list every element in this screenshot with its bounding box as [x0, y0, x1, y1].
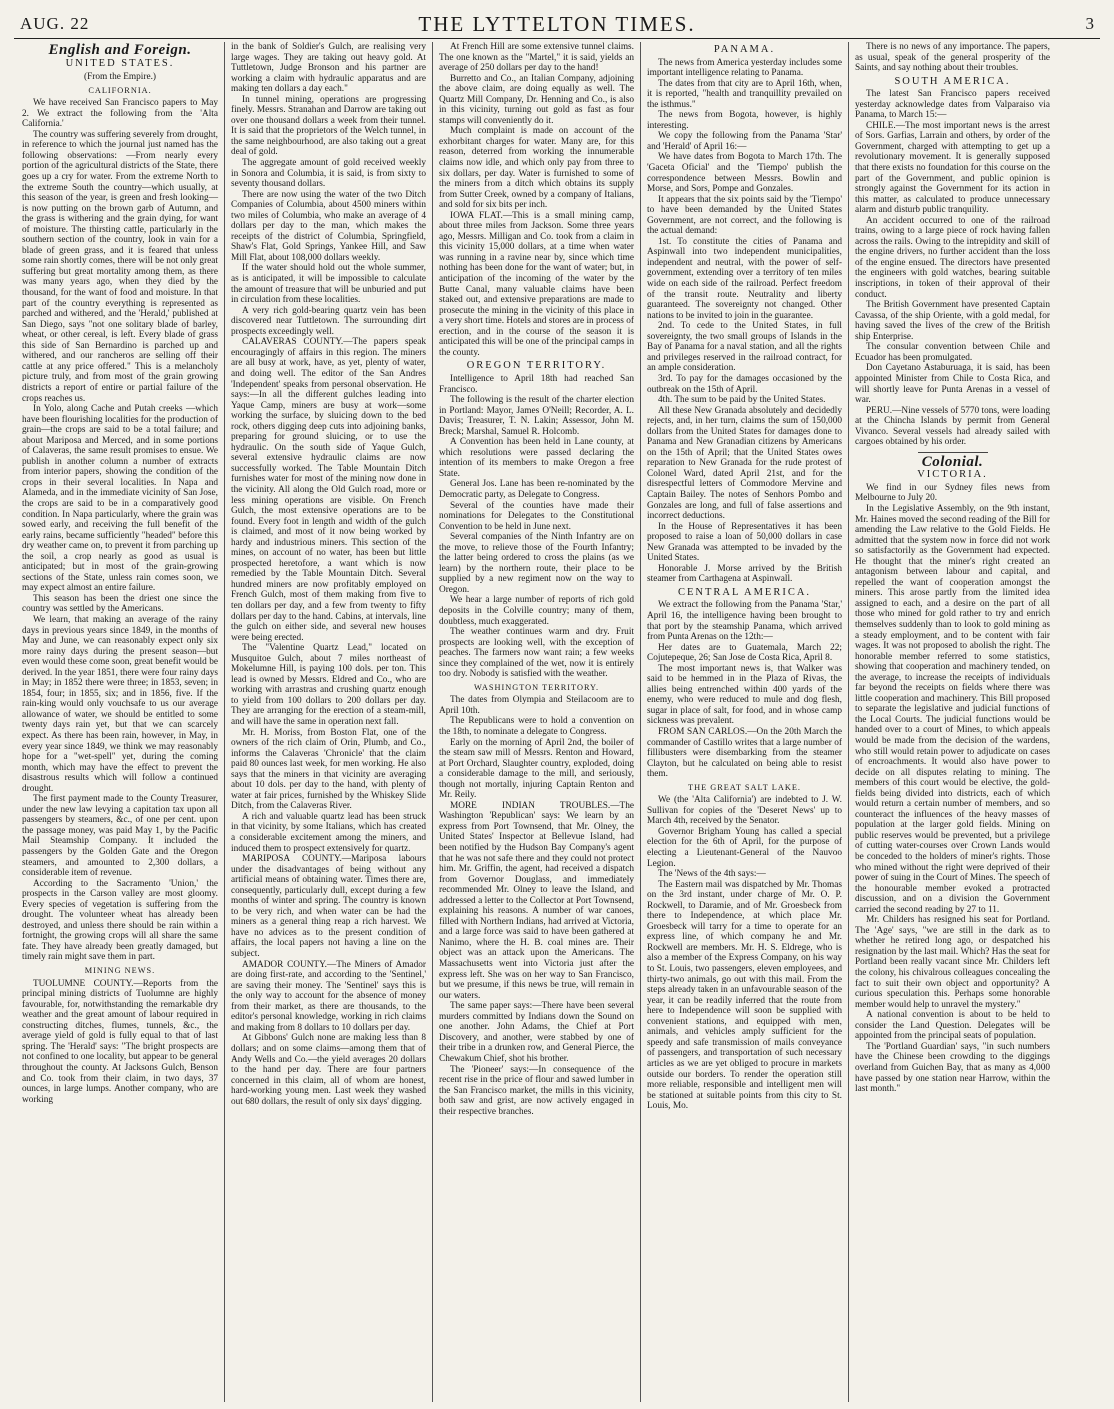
column-3	[432, 42, 640, 1402]
article-paragraph: At Gibbons' Gulch none are making less than 8 dollars; and on some claims—among them that of Andy Wells and Co.—the yield averages 20 dollars to the hand per day. There are four partners concerned in this claim, all of whom are honest, hard-working young men. Last week they washed out 680 dollars, the result of only six days' digging.	[231, 1033, 426, 1107]
article-paragraph: In the House of Representatives it has been proposed to raise a loan of 50,000 dollars in case New Granada was attempted to be invaded by the United States.	[647, 521, 842, 564]
article-paragraph: The Republicans were to hold a convention on the 18th, to nominate a delegate to Congress.	[439, 716, 634, 737]
article-paragraph: IOWA FLAT.—This is a small mining camp, about three miles from Jackson. Some three years ago, Messrs. Milligan and Co. took from a claim in this vicinity 15,000 dollars, at a time when water was running in a ravine near by, since which time nothing has been done for the want of water; but, in anticipation of the incoming of the water by the Butte Canal, many valuable claims have been staked out, and extensive preparations are made to prosecute the mining in the vicinity of this place in a very short time. Hotels and stores are in process of erection, and in the course of the season it is anticipated this will be one of the principal camps in the county.	[439, 210, 634, 358]
article-paragraph: The following is the result of the charter election in Portland: Mayor, James O'Neill; Recorder, A. L. Davis; Treasurer, T. N. Lakin; Assessor, John M. Breck; Marshal, Samuel R. Holcomb.	[439, 395, 634, 437]
article-paragraph: Much complaint is made on account of the exhorbitant charges for water. Many are, for this reason, deterred from working the innumerable claims now idle, and which only pay from three to six dollars, per day. Water is furnished to some of the miners from a ditch which obtains its supply from Sutter Creek, owned by a company of Italians, and sold for six bits per inch.	[439, 126, 634, 211]
article-paragraph: The British Government have presented Captain Cavassa, of the ship Oriente, with a gold medal, for having saved the lives of the crew of the British ship Enterprise.	[855, 300, 1050, 342]
article-paragraph: The weather continues warm and dry. Fruit prospects are looking well, with the exception of peaches. The farmers now want rain; a few weeks since they complained of the wet, now it is entirely too dry. Nobody is satisfied with the weather.	[439, 627, 634, 680]
article-paragraph: We have dates from Bogota to March 17th. The 'Gaceta Oficial' and the 'Tiempo' publish the correspondence between Messrs. Bowlin and Morse, and Sors, Pompe and Gonzales.	[647, 152, 842, 195]
article-paragraph: PERU.—Nine vessels of 5770 tons, were loading at the Chincha Islands by permit from General Vivanco. Several vessels had already sailed with cargoes obtained by his order.	[855, 405, 1050, 448]
article-paragraph: The latest San Francisco papers received yesterday acknowledge dates from Valparaiso via Panama, to March 15:—	[855, 89, 1050, 121]
section-divider	[918, 452, 988, 453]
article-paragraph: The 'Portland Guardian' says, "in such numbers have the Chinese been crowding to the diggings overland from Guichen Bay, that as many as 4,000 have passed by one station near Harrow, within the last month."	[855, 1041, 1050, 1095]
article-paragraph: General Jos. Lane has been re-nominated by the Democratic party, as Delegate to Congress.	[439, 479, 634, 500]
article-paragraph: Honorable J. Morse arrived by the British steamer from Carthagena at Aspinwall.	[647, 563, 842, 585]
section-heading: PANAMA.	[713, 44, 776, 55]
article-paragraph: in the bank of Soldier's Gulch, are realising very large wages. They are taking out heavy gold. At Tuttletown, Judge Bronson and his partner are working a claim with hydraulic apparatus and are making ten dollars a day each."	[231, 42, 426, 95]
article-paragraph: MORE INDIAN TROUBLES.—The Washington 'Republican' says: We learn by an express from Port Townsend, that Mr. Olney, the United States' Inspector at Bellevue Island, had been notified by the Hudson Bay Company's agent that he was not safe there and they could not protect him. Mr. Griffin, the agent, had received a dispatch from Governor Douglass, and immediately recommended Mr. Olney to leave the Island, and addressed a letter to the Collector at Port Townsend, explaining his reasons. A number of war canoes, filled with Northern Indians, had arrived at Victoria, and a large force was said to have been gathered at Nanimo, where the H. B. coal mines are. Their object was an attack upon the Americans. The Massachusetts went into Victoria just after the express left. She was on her way to San Francisco, but we presume, if this news be true, will remain in our waters.	[439, 800, 634, 1001]
article-paragraph: The 'News of the 4th says:—	[658, 869, 766, 880]
section-heading: OREGON TERRITORY.	[466, 360, 607, 372]
article-paragraph: We have received San Francisco papers to May 2. We extract the following from the 'Alta California.'	[22, 98, 218, 130]
article-paragraph: Don Cayetano Astaburuaga, it is said, has been appointed Minister from Chile to Costa Rica, and will shortly leave for Punta Arenas in a vessel of war.	[855, 363, 1050, 406]
article-paragraph: The dates from that city are to April 16th, when, it is reported, "health and tranquillity prevailed on the isthmus."	[647, 78, 842, 110]
article-paragraph: The consular convention between Chile and Ecuador has been promulgated.	[855, 342, 1050, 363]
article-paragraph: It appears that the six points said by the 'Tiempo' to have been demanded by the United States Government, are not correct, and the following is the actual demand:	[647, 194, 842, 237]
article-paragraph: We (the 'Alta California') are indebted to J. W. Sullivan for copies of the 'Deseret News' up to March 4th, received by the Senator.	[647, 795, 842, 827]
article-paragraph: Several of the counties have made their nominations for Delegates to the Constitutional Convention to be held in June next.	[439, 500, 634, 532]
article-paragraph: FROM SAN CARLOS.—On the 20th March the commander of Castillo writes that a large number of fillibusters were disembarking from the steamer Clayton, but he calculated on being able to resist them.	[647, 727, 842, 780]
article-paragraph: 2nd. To cede to the United States, in full sovereignty, the two small groups of Islands in the Bay of Panama for a naval station, and all the rights and privileges reserved in the railroad contract, for an ample consideration.	[647, 321, 842, 374]
article-paragraph: A rich and valuable quartz lead has been struck in that vicinity, by some Italians, which has created a considerable excitement among the miners, and induced them to prospect extensively for quartz.	[231, 811, 426, 854]
section-heading: WASHINGTON TERRITORY.	[473, 682, 600, 692]
article-paragraph: We copy the following from the Panama 'Star' and 'Herald' of April 16:—	[647, 131, 842, 152]
section-heading: Colonial.	[921, 453, 984, 470]
article-paragraph: We hear a large number of reports of rich gold deposits in the Colville country; many of them, doubtless, much exaggerated.	[439, 595, 634, 627]
article-paragraph: An accident occurred to one of the railroad trains, owing to a large piece of rock having fallen across the rails. Owing to the intrepidity and skill of the engine drivers, no further accident than the loss of the engine ensued. The directors have presented the engineers with gold watches, bearing suitable inscriptions, in token of their approval of their conduct.	[855, 215, 1050, 300]
article-paragraph: AMADOR COUNTY.—The Miners of Amador are doing first-rate, and according to the 'Sentinel,' are saving their money. The 'Sentinel' says this is the only way to account for the absence of money from their market, as there are thousands, to the editor's personal knowledge, working in rich claims and making from 8 dollars to 10 dollars per day.	[231, 959, 426, 1033]
article-paragraph: We find in our Sydney files news from Melbourne to July 20.	[855, 482, 1050, 504]
article-paragraph: Several companies of the Ninth Infantry are on the move, to relieve those of the Fourth Infantry; the latter being ordered to cross the plains (as we learn) by the northern route, their place to be supplied by a new regiment now on the way to Oregon.	[439, 532, 634, 595]
article-paragraph: In tunnel mining, operations are progressing finely. Messrs. Stranahan and Darrow are taking out over one thousand dollars a week from their tunnel. It is said that the proprietors of the Welch tunnel, in the same neighbourhood, are also taking out a great deal of gold.	[231, 94, 426, 158]
article-paragraph: A national convention is about to be held to consider the Land Question. Delegates will be appointed from the principal seats of population.	[855, 1010, 1050, 1042]
article-paragraph: This season has been the driest one since the country was settled by the Americans.	[22, 593, 218, 615]
newspaper-title: THE LYTTELTON TIMES.	[418, 12, 696, 36]
article-paragraph: In the Legislative Assembly, on the 9th instant, Mr. Haines moved the second reading of the Bill for amending the Law relative to the Gold Fields. He admitted that the system now in force did not work so satisfactorily as the Government had expected. He thought that the miner's right created an antagonism between labour and capital, and repelled the want of cooperation amongst the miners. This arose partly from the limited idea assigned to each, and a desire on the part of all those who mined for gold rather to try and enrich themselves suddenly than to look to gold mining as a steady employment, and to be content with fair wages. It was not proposed to abolish the right. The honorable member referred to some statistics, showing that cooperation and machinery tended, on the average, to increase the receipts of individuals far beyond the receipts on fields where there was little cooperation and machinery. This Bill proposed to separate the legislative and judicial functions of the Local Courts. The judicial functions would be handed over to a court of Mines, to which appeals would be made from the decision of the wardens, who still would retain power to adjudicate on cases of encroachments. It would also have power to decide on all disputes relating to mining. The members of this court would be elective, the gold-fields being divided into districts, each of which would return a certain number of members, and so counteract the influences of the heavy masses of population at the larger gold fields. Mining on public reserves would be prevented, but a privilege of cutting water-courses over Crown Lands would be conceded to the holders of miner's rights. Those who mined without the right were deprived of their power of suing in the Court of Mines. The speech of the honourable member evoked a protracted discussion, and on a division the Government carried the second reading by 27 to 11.	[855, 503, 1050, 915]
section-heading: English and Foreign.	[48, 42, 192, 58]
article-paragraph: According to the Sacramento 'Union,' the prospects in the Carson valley are most gloomy. Every species of vegetation is suffering from the drought. The volunteer wheat has already been destroyed, and unless there should be rain within a fortnight, the growing crops will all share the same fate. They have already been greatly damaged, but timely rain might save them in part.	[22, 878, 218, 963]
article-paragraph: The same paper says:—There have been several murders committed by Indians down the Sound on one another. John Adams, the Chief at Port Discovery, and another, were stabbed by one of their tribe in a drunken row, and General Pierce, the Chewakum Chief, shot his brother.	[439, 1001, 634, 1064]
column-2	[224, 42, 432, 1402]
article-paragraph: CHILE.—The most important news is the arrest of Sors. Garfias, Larrain and others, by order of the Government, charged with attempting to get up a revolutionary movement. It is generally supposed that there exists no foundation for this course on the part of the Government, and public opinion is strongly against the Government for its action in this matter, as calculated to produce unnecessary alarm and disturb public tranquility.	[855, 120, 1050, 216]
section-heading: UNITED STATES.	[65, 57, 175, 69]
masthead	[14, 8, 1100, 39]
article-paragraph: The most important news is, that Walker was said to be hemmed in in the Plaza of Rivas, the allies being entrenched within 400 yards of the enemy, who were reduced to mule and dog flesh, sugar in place of salt, for food, and in whose camp sickness was prevalent.	[647, 663, 842, 727]
article-paragraph: Intelligence to April 18th had reached San Francisco.	[439, 373, 634, 395]
article-paragraph: MARIPOSA COUNTY.—Mariposa labours under the disadvantages of being without any artificial means of obtaining water. Times there are, consequently, particularly dull, except during a few months of winter and spring. The country is known to be very rich, and when water can be had the miners as a general thing reap a rich harvest. We have no advices as to the present condition of affairs, the local papers not having a line on the subject.	[231, 854, 426, 960]
page-number: 3	[1085, 14, 1094, 33]
article-paragraph: We learn, that making an average of the rainy days in previous years since 1849, in the months of May and June, we can reasonably expect only six more rainy days during the present season—but even would these come soon, great benefit would be derived. In the year 1851, there were four rainy days in May; in 1852 there were three; in 1853, seven; in 1854, four; in 1855, six; and in 1856, five. If the rain-king would only vouchsafe to us our average allowance of water, we should be entitled to some twenty days rain yet, but that we can scarcely expect. As there has been rain, however, in May, in every year since 1849, we think we may reasonably hope for a "wet-spell" yet, during the coming month, which may have the effect to prevent the disastrous results which will follow a continued drought.	[22, 614, 218, 794]
article-paragraph: 1st. To constitute the cities of Panama and Aspinwall into two independent municipalities, independent and neutral, with the power of self-government, extending over a territory of ten miles wide on each side of the railroad. Perfect freedom of the transit route. Neutrality and liberty guaranteed. The sovereignty not changed. Other nations to be invited to join in the guarantee.	[647, 236, 842, 321]
section-heading: (From the Empire.)	[83, 72, 157, 83]
section-heading: THE GREAT SALT LAKE.	[688, 782, 801, 792]
article-paragraph: A very rich gold-bearing quartz vein has been discovered near Tuttletown. The surrounding dirt prospects exceedingly well.	[231, 305, 426, 337]
article-columns	[16, 42, 1100, 1402]
article-paragraph: The news from America yesterday includes some important intelligence relating to Panama.	[647, 57, 842, 79]
article-paragraph: If the water should hold out the whole summer, as is anticipated, it will be impossible to calculate the amount of treasure that will be unburied and put in circulation from these localities.	[231, 263, 426, 306]
article-paragraph: The "Valentine Quartz Lead," located on Musquitoe Gulch, about 7 miles northeast of Mokelumne Hill, is paying 100 dols. per ton. This lead is owned by Messrs. Eldred and Co., who are working with arrastras and crushing quartz enough to yield from 100 dollars to 200 dollars per day. They are arranging for the erection of a steam-mill, and will have the same in operation next fall.	[231, 643, 426, 727]
column-5	[848, 42, 1056, 1402]
article-paragraph: In Yolo, along Cache and Putah creeks —which have been flourishing localities for the production of grain—the crops are said to be a total failure; and about Mariposa and Merced, and in some portions of Calaveras, the same result promises to ensue. We publish in another column a number of extracts from interior papers, showing the condition of the crops in their several localities. In Napa and Alameda, and in the immediate vicinity of San Jose, the crops are said to be in a comparatively good condition. In Napa particularly, where the grain was sowed early, and receiving the full benefit of the early rains, became sufficiently "headed" before this dry weather came on, to prevent it from parching up the soil, a crop nearly as good as usual is anticipated; but in most of the grain-growing sections of the State, unless rain comes soon, we may expect almost an entire failure.	[22, 404, 218, 594]
article-paragraph: A Convention has been held in Lane county, at which resolutions were passed declaring the intention of its members to make Oregon a free State.	[439, 437, 634, 479]
article-paragraph: We extract the following from the Panama 'Star,' April 16, the intelligence having been brought to that port by the steamship Panama, which arrived from Punta Arenas on the 12th:—	[647, 600, 842, 643]
article-paragraph: The country was suffering severely from drought, in reference to which the journal just named has the following observations: —From nearly every portion of the agricultural districts of the State, there goes up a cry for water. From the extreme North to the extreme South the country—which usually, at this season of the year, is green and fresh looking—is now putting on the brown garb of Autumn, and the grass is withering and the grain dying, for want of moisture. The thirsting cattle, particularly in the southern section of the country, look in vain for a blade of green grass, and it is feared that unless some rain shortly comes, there will be not only great suffering but great mortality among them, as there was many years ago, when they died by the thousand, for the want of food and moisture. In that part of the country everything is represented as parched and withered, and the 'Herald,' published at San Diego, says "not one solitary blade of barley, wheat, or other cereal, is left. Every blade of grass this side of San Bernardino is parched up and withered, and our rancheros are selling off their cattle at any price offered." This is a melancholy picture truly, and from most of the grain growing districts a report of entire or partial failure of the crops reaches us.	[22, 129, 218, 404]
section-heading: VICTORIA.	[917, 469, 988, 481]
article-paragraph: Governor Brigham Young has called a special election for the 6th of April, for the purpose of electing a Lieutenant-General of the Nauvoo Legion.	[647, 826, 842, 869]
column-1	[16, 42, 224, 1402]
article-paragraph: The Eastern mail was dispatched by Mr. Thomas on the 3rd instant, under charge of Mr. O. P. Rockwell, to Daramie, and of Mr. Groesbeck from there to Independence, at which place Mr. Groesbeck will tarry for a time to operate for an express line, of which company he and Mr. Rockwell are members. Mr. H. S. Eldrege, who is also a member of the Express Company, on his way to St. Louis, two passengers, eleven employees, and thirty-two animals, go out with this mail. From the steps already taken in an unfavourable season of the year, it can be readily inferred that the route from here to Independence will soon be supplied with convenient stations, and equipped with men, animals, and vehicles amply sufficient for the speedy and safe transmission of mails conveyance of passengers, and transportation of such necessary articles as we are yet obliged to procure in markets outside our borders. To render the operation still more reliable, responsible and intelligent men will be stationed at suitable points from this city to St. Louis, Mo.	[647, 879, 842, 1112]
article-paragraph: There are now using the water of the two Ditch Companies of Columbia, about 4500 miners within two miles of Columbia, who make an average of 4 dollars per day to the man, which makes the receipts of the district of Columbia, Springfield, Shaw's Flat, Gold Springs, Yankee Hill, and Saw Mill Flat, about 108,000 dollars weekly.	[231, 189, 426, 263]
section-heading: MINING NEWS.	[84, 966, 156, 976]
article-paragraph: The news from Bogota, however, is highly interesting.	[647, 110, 842, 131]
article-paragraph: Burretto and Co., an Italian Company, adjoining the above claim, are doing equally as well. The Quartz Mill Company, Dr. Henning and Co., is also in this vicinity, turning out gold as fast as four stamps will conveniently do it.	[439, 73, 634, 126]
section-heading: SOUTH AMERICA.	[894, 75, 1011, 87]
article-paragraph: At French Hill are some extensive tunnel claims. The one known as the "Martel," it is said, yields an average of 250 dollars per day to the hand!	[439, 42, 634, 74]
article-paragraph: The dates from Olympia and Steilacoom are to April 10th.	[439, 695, 634, 716]
article-paragraph: CALAVERAS COUNTY.—The papers speak encouragingly of affairs in this region. The miners are all busy at work, have, as yet, plenty of water, and doing well. The editor of the San Andres 'Independent' speaks from personal observation. He says:—In all the different gulches leading into Yaque Camp, miners are busy at work—some working the surface, by sluicing down to the bed rock, others digging deep cuts into adjoining banks, preparing for ground sluicing, or to use the hydraulic. On the south side of Yaque Gulch, several extensive hydraulic claims are now successfully worked. The Table Mountain Ditch furnishes water for most of the mining now done in the vicinity. All along the Old Gulch road, more or less mining operations are visible. On French Gulch, the most extensive operations are to be found. Every foot in length and width of the gulch is claimed, and most of it now being worked by hardy and industrious miners. This section of the mines, on account of no water, has been but little prospected heretofore, a want which is now remedied by the Table Mountain Ditch. Several hundred miners are now profitably employed on French Gulch, most of them making from five to ten dollars per day, and a few from twenty to fifty dollars per day to the hand. Cabins, at intervals, line the gulch on either side, and several new houses were being erected.	[231, 337, 426, 643]
article-paragraph: 4th. The sum to be paid by the United States.	[658, 395, 826, 406]
article-paragraph: There is no news of any importance. The papers, as usual, speak of the general prosperity of the Saints, and say nothing about their troubles.	[855, 42, 1050, 74]
article-paragraph: TUOLUMNE COUNTY.—Reports from the principal mining districts of Tuolumne are highly favourable, for, notwithstanding the remarkable dry weather and the great amount of labour required in constructing ditches, flumes, tunnels, &c., the average yield of gold is fully equal to that of last spring. The 'Herald' says: "The bright prospects are not confined to one locality, but appear to be general throughout the county. At Jacksons Gulch, Benson and Co. took from their claim, in two days, 37 ounces, in large lumps. Another company, who are working	[22, 978, 218, 1105]
article-paragraph: Mr. Childers has resigned his seat for Portland. The 'Age' says, "we are still in the dark as to whether he retired long ago, or despatched his resignation by the last mail. Which? Has the seat for Portland been really vacant since Mr. Childers left the colony, his chivalrous colleagues concealing the fact to suit their own object and opportunity? A curious speculation this. Perhaps some honorable member would help to unravel the mystery."	[855, 915, 1050, 1010]
article-paragraph: The 'Pioneer' says:—In consequence of the recent rise in the price of flour and sawed lumber in the San Francisco market, the mills in this vicinity, both saw and grist, are now actively engaged in their respective branches.	[439, 1064, 634, 1117]
article-paragraph: The first payment made to the County Treasurer, under the new law levying a capitation tax upon all passengers by steamers, &c., of one per cent. upon the passage money, was paid May 1, by the Pacific Mail Steamship Company. It included the passengers by the Golden Gate and the Oregon steamers, and amounted to 2,300 dollars, a considerable item of revenue.	[22, 794, 218, 879]
article-paragraph: Her dates are to Guatemala, March 22; Cojutepeque, 26; San Jose de Costa Rica, April 8.	[647, 642, 842, 664]
article-paragraph: Mr. H. Moriss, from Boston Flat, one of the owners of the rich claim of Orin, Plumb, and Co., informs the Calaveras 'Chronicle' that the claim paid 80 ounces last week, for men working. He also says that the miners in that vicinity are averaging about 10 dols. per day to the hand, with plenty of water at fair prices, furnished by the Whiskey Slide Ditch, from the Calaveras River.	[231, 727, 426, 812]
column-4	[640, 42, 848, 1402]
article-paragraph: All these New Granada absolutely and decidedly rejects, and, in her turn, claims the sum of 150,000 dollars from the United States for damages done to Panama and New Granadian citizens by Americans on the 15th of April; that the United States owes reparation to New Granada for the rude protest of Colonel Ward, dated April 21st, and for the disrespectful letters of Commodore Mervine and Captain Bailey. The notes of Senhors Pombo and Gonzales are long, and full of false assertions and incorrect deductions.	[647, 405, 842, 522]
article-paragraph: Early on the morning of April 2nd, the boiler of the steam saw mill of Messrs. Renton and Howard, at Port Orchard, Slaughter country, exploded, doing a considerable damage to the mill, and seriously, though not mortally, injuring Captain Renton and Mr. Reily.	[439, 737, 634, 801]
section-heading: CENTRAL AMERICA.	[677, 586, 812, 598]
article-paragraph: 3rd. To pay for the damages occasioned by the outbreak on the 15th of April.	[647, 373, 842, 395]
section-heading: CALIFORNIA.	[88, 85, 152, 95]
article-paragraph: The aggregate amount of gold received weekly in Sonora and Columbia, it is said, is from sixty to seventy thousand dollars.	[231, 158, 426, 190]
issue-date: AUG. 22	[20, 14, 90, 33]
